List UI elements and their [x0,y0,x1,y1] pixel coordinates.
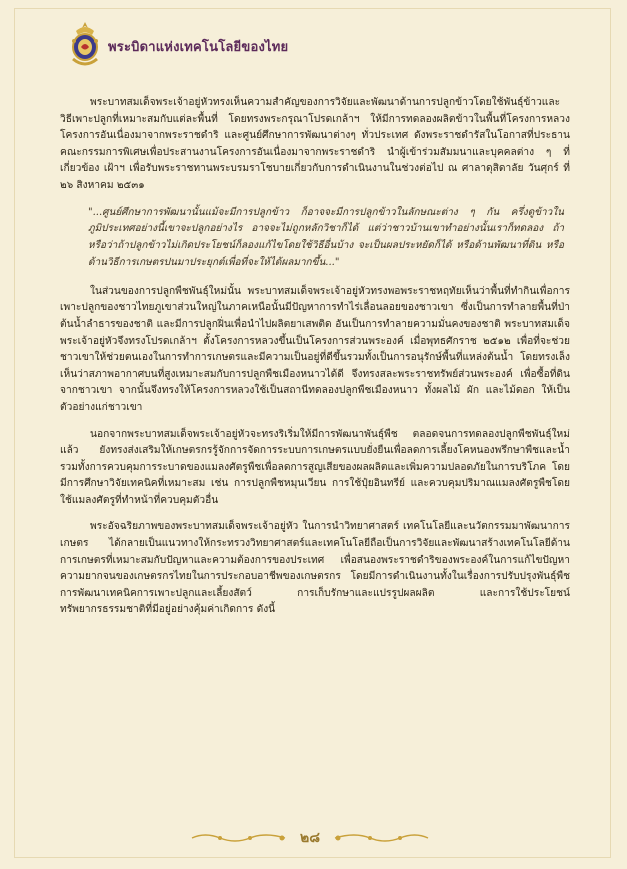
paragraph-3: นอกจากพระบาทสมเด็จพระเจ้าอยู่หัวจะทรงริเริ่มให้มีการพัฒนาพันธุ์พืช ตลอดจนการทดลองปลูกพืชพันธุ์ใหม่แล้ว ยังทรงส่งเสริมให้เกษตรกรรู้จักการจัดการระบบการเกษตรแบบยั่งยืนเพื่อลดการเลี้ยงโคหนองพรึกษาพืชและน้ำ รวมทั้งการควบคุมการระบาดของแมลงศัตรูพืชเพื่อลดการสูญเสียของผลผลิตและเพิ่มความปลอดภัยในการบริโภค โดยมีการศึกษาวิจัยเทคนิคที่เหมาะสม เช่น การปลูกพืชหมุนเวียน การใช้ปุ๋ยอินทรีย์ และควบคุมปริมาณแมลงศัตรูพืชโดยใช้แมลงศัตรูที่ทำหน้าที่ควบคุมตัวอื่น [60,428,570,506]
page-title: พระบิดาแห่งเทคโนโลยีของไทย [108,39,289,55]
page-header [66,20,288,72]
royal-speech-quote: "...ศูนย์ศึกษาการพัฒนานั้นแม้จะมีการปลูกข้าว ก็อาจจะมีการปลูกข้าวในลักษณะต่าง ๆ กัน ครึ่งดูข้าวในภูมิประเทศอย่างนี้เขาจะปลูกอย่างไร อาจจะไม่ถูกหลักวิชาก็ได้ แต่ว่าชาวบ้านเขาทำอย่างนั้นเราก็ทดลอง ถ้า หรือว่าถ้าปลูกข้าวไม่เกิดประโยชน์ก็ลองแก้ไขโดยใช้วิธีอื่นบ้าง จะเป็นผลประหยัดก็ได้ หรือด้านพัฒนาที่ดิน หรือด้านวิธีการเกษตรปนมาประยุกต์เพื่อที่จะให้ได้ผลมากขึ้น..." [88,206,564,268]
page-footer [160,826,460,850]
paragraph-1: พระบาทสมเด็จพระเจ้าอยู่หัวทรงเห็นความสำคัญของการวิจัยและพัฒนาด้านการปลูกข้าวโดยใช้พันธุ์ข้าวและวิธีเพาะปลูกที่เหมาะสมกับแต่ละพื้นที่ โดยทรงพระกรุณาโปรดเกล้าฯ ให้มีการทดลองผลิตข้าวในพื้นที่โครงการหลวง โครงการอันเนื่องมาจากพระราชดำริ และศูนย์ศึกษาการพัฒนาต่างๆ ทั่วประเทศ ดังพระราชดำรัสในโอกาสที่ประธานคณะกรรมการพิเศษเพื่อประสานงานโครงการอันเนื่องมาจากพระราชดำริ นำผู้เข้าร่วมสัมมนาและบุคคลต่าง ๆ ที่เกี่ยวข้อง เฝ้าฯ เพื่อรับพระราชทานพระบรมราโชบายเกี่ยวกับการดำเนินงานในช่วงต่อไป ณ ศาลาดุสิดาลัย วันศุกร์ ที่ ๒๖ สิงหาคม ๒๕๓๑ [60,97,570,191]
gold-scroll-ornament-icon [330,831,430,845]
gold-scroll-ornament-icon [190,831,290,845]
page-number: ๒๘ [299,830,321,846]
article-body [60,95,570,629]
paragraph-4: พระอัจฉริยภาพของพระบาทสมเด็จพระเจ้าอยู่หัว ในการนำวิทยาศาสตร์ เทคโนโลยีและนวัตกรรมมาพัฒนาการเกษตร ได้กลายเป็นแนวทางให้กระทรวงวิทยาศาสตร์และเทคโนโลยีถือเป็นการวิจัยและพัฒนาสร้างเทคโนโลยีด้านการเกษตรที่เหมาะสมกับปัญหาและความต้องการของประเทศ เพื่อสนองพระราชดำริของพระองค์ในการแก้ไขปัญหาความยากจนของเกษตรกรไทยในการประกอบอาชีพของเกษตรกร โดยมีการดำเนินงานทั้งในเรื่องการปรับปรุงพันธุ์พืช การพัฒนาเทคนิคการเพาะปลูกและเลี้ยงสัตว์ การเก็บรักษาและแปรรูปผลผลิต และการใช้ประโยชน์ทรัพยากรธรรมชาติที่มีอยู่อย่างคุ้มค่าเกิดการ ดังนี้ [60,521,570,616]
royal-emblem-icon [66,21,104,71]
paragraph-2: ในส่วนของการปลูกพืชพันธุ์ใหม่นั้น พระบาทสมเด็จพระเจ้าอยู่หัวทรงพอพระราชหฤทัยเห็นว่าพื้นที่ทำกินเพื่อการเพาะปลูกของชาวไทยภูเขาส่วนใหญ่ในภาคเหนือนั้นมีปัญหาการทำไร่เลื่อนลอยของชาวเขา ซึ่งเป็นการทำลายพื้นที่ป่าต้นน้ำลำธารของชาติ และมีการปลูกฝิ่นเพื่อนำไปผลิตยาเสพติด อันเป็นการทำลายความมั่นคงของชาติ พระบาทสมเด็จพระเจ้าอยู่หัวจึงทรงโปรดเกล้าฯ ตั้งโครงการหลวงขึ้นเป็นโครงการส่วนพระองค์ เมื่อพุทธศักราช ๒๕๑๒ เพื่อที่จะช่วยชาวเขาให้ช่วยตนเองในการทำการเกษตรและมีความเป็นอยู่ที่ดีขึ้นรวมทั้งเป็นการอนุรักษ์พื้นที่แหล่งต้นน้ำ โดยทรงเล็งเห็นว่าสภาพอากาศบนที่สูงเหมาะสมกับการปลูกพืชเมืองหนาวได้ดี จึงทรงสละพระราชทรัพย์ส่วนพระองค์ เพื่อซื้อที่ดินจากชาวเขา จากนั้นจึงทรงให้โครงการหลวงใช้เป็นสถานีทดลองปลูกพืชเมืองหนาว ทั้งผลไม้ ผัก และไม้ดอก ให้เป็นตัวอย่างแก่ชาวเขา [60,285,570,413]
